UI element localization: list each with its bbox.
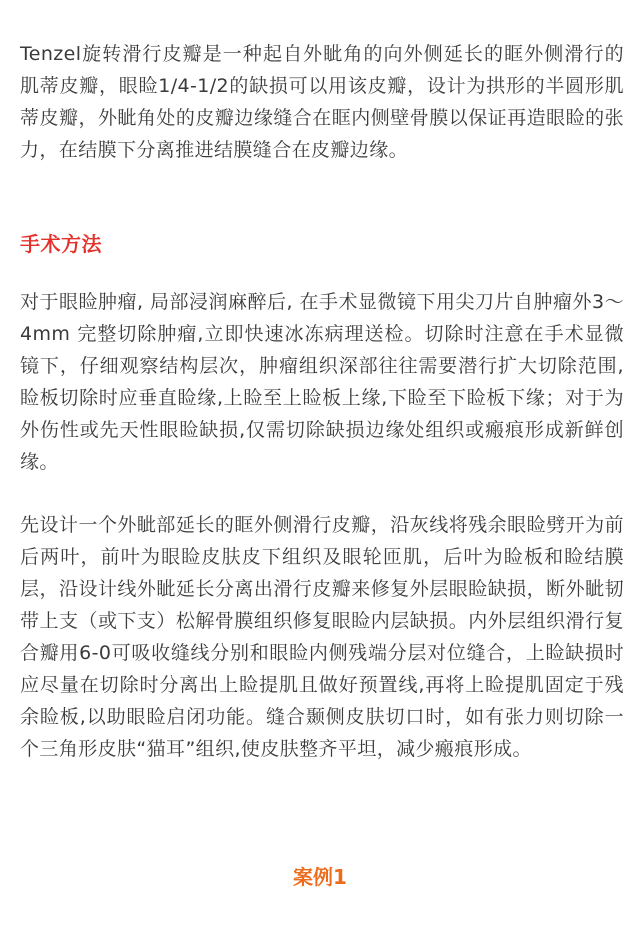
- intro-paragraph: Tenzel旋转滑行皮瓣是一种起自外眦角的向外侧延长的眶外侧滑行的肌蒂皮瓣，眼睑1/4-1/2的缺损可以用该皮瓣，设计为拱形的半圆形肌蒂皮瓣，外眦角处的皮瓣边缘缝合在眶内侧壁骨膜以保证再造眼睑的张力，在结膜下分离推进结膜缝合在皮瓣边缘。: [20, 43, 624, 161]
- case-heading: 案例1: [293, 865, 347, 889]
- method-paragraph-excision: 对于眼睑肿瘤, 局部浸润麻醉后, 在手术显微镜下用尖刀片自肿瘤外3～4mm 完整切除肿瘤,立即快速冰冻病理送检。切除时注意在手术显微镜下，仔细观察结构层次，肿瘤组织深部往往需要潜行扩大切除范围,睑板切除时应垂直睑缘,上睑至上睑板上缘,下睑至下睑板下缘；对于为外伤性或先天性眼睑缺损,仅需切除缺损边缘处组织或瘢痕形成新鲜创缘。: [20, 291, 624, 473]
- method-paragraph-flap-design: 先设计一个外眦部延长的眶外侧滑行皮瓣，沿灰线将残余眼睑劈开为前后两叶，前叶为眼睑皮肤皮下组织及眼轮匝肌，后叶为睑板和睑结膜层，沿设计线外眦延长分离出滑行皮瓣来修复外层眼睑缺损，断外眦韧带上支（或下支）松解骨膜组织修复眼睑内层缺损。内外层组织滑行复合瓣用6-0可吸收缝线分别和眼睑内侧残端分层对位缝合，上睑缺损时应尽量在切除时分离出上睑提肌且做好预置线,再将上睑提肌固定于残余睑板,以助眼睑启闭功能。缝合颞侧皮肤切口时，如有张力则切除一个三角形皮肤“猫耳”组织,使皮肤整齐平坦，减少瘢痕形成。: [20, 514, 624, 760]
- section-heading-surgical-method: 手术方法: [20, 232, 102, 256]
